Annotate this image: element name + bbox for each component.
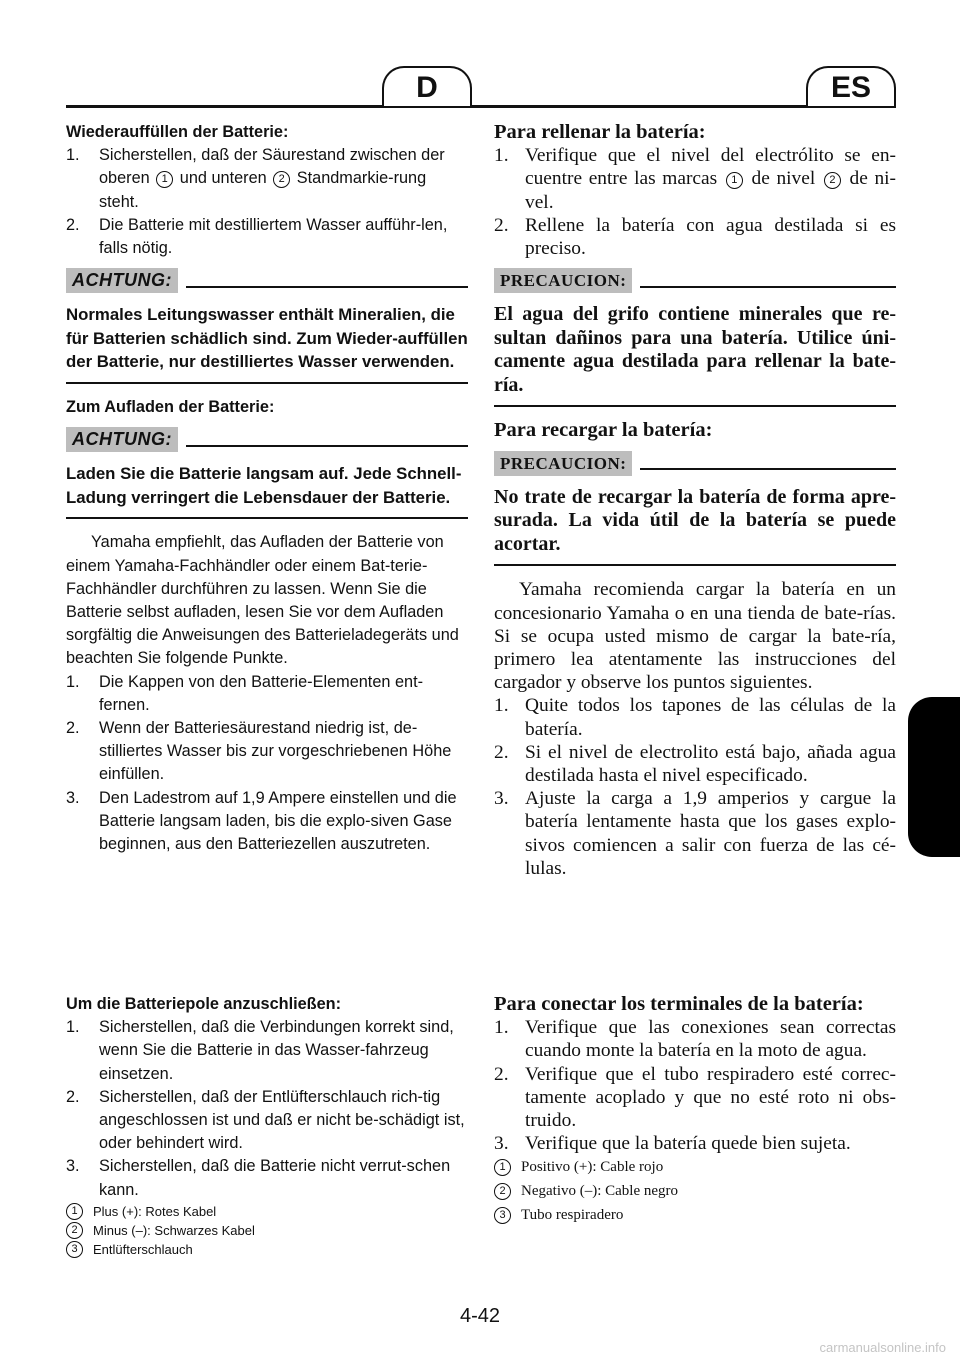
- charge-heading-es: Para recargar la batería:: [494, 419, 713, 442]
- refill-heading-de: Wiederauffüllen der Batterie:: [66, 123, 289, 141]
- caution-text: No trate de recargar la batería de forma apre-surada. La vida útil de la batería se puede acortar.: [494, 486, 896, 567]
- header-rule: [66, 105, 896, 108]
- legend-item: 3 Tubo respiradero: [494, 1203, 896, 1227]
- caution-text: Normales Leitungswasser enthält Mineralien, die für Batterien schädlich sind. Zum Wieder-auffüllen der Batterie, nur destilliertes Wasser verwenden.: [66, 303, 468, 384]
- caution-text: Laden Sie die Batterie langsam auf. Jede Schnell-Ladung verringert die Lebensdauer der Batterie.: [66, 462, 468, 519]
- list-item: 2. Wenn der Batteriesäurestand niedrig ist, de-stilliertes Wasser bis zur vorgeschriebenen Höhe einfüllen.: [66, 718, 452, 784]
- marker-2: 2: [824, 172, 841, 189]
- caution-text: El agua del grifo contiene minerales que re-sultan dañinos para una batería. Utilice úni-camente agua destilada para rellenar la bate-ría.: [494, 303, 896, 407]
- marker-1: 1: [66, 1203, 83, 1220]
- body-paragraph: Yamaha empfiehlt, das Aufladen der Batterie von einem Yamaha-Fachhändler oder einem Bat-terie-Fachhändler durchführen zu lassen. Wenn Sie die Batterie selbst aufladen, lesen Sie vor dem Aufladen sorgfältig die Anweisungen des Batterieladegeräts und beachten Sie folgende Punkte.: [66, 533, 459, 668]
- list-item: 1. Sicherstellen, daß die Verbindungen korrekt sind, wenn Sie die Batterie in das Wasser-fahrzeug einsetzen.: [66, 1018, 454, 1083]
- watermark: carmanualsonline.info: [819, 1340, 946, 1355]
- caution-label: ACHTUNG:: [66, 427, 178, 452]
- connect-heading-es: Para conectar los terminales de la batería:: [494, 993, 864, 1015]
- language-tab-de: D: [382, 66, 472, 106]
- caution-label: ACHTUNG:: [66, 268, 178, 293]
- caution-header: [66, 427, 468, 452]
- list-item: 1. Verifique que las conexiones sean correctas cuando monte la batería en la moto de agua.: [494, 1017, 896, 1062]
- marker-1: 1: [726, 172, 743, 189]
- refill-heading-es: Para rellenar la batería:: [494, 121, 706, 143]
- marker-1: 1: [156, 171, 173, 188]
- legend-item: 2 Minus (–): Schwarzes Kabel: [66, 1221, 468, 1240]
- list-item: 2. Si el nivel de electrolito está bajo, añada agua destilada hasta el nivel especificado.: [494, 741, 896, 786]
- legend-item: 1 Positivo (+): Cable rojo: [494, 1155, 896, 1179]
- language-tab-es: ES: [806, 66, 896, 106]
- list-item: 2. Rellene la batería con agua destilada si es preciso.: [494, 214, 896, 260]
- marker-2: 2: [273, 171, 290, 188]
- caution-label: PRECAUCION:: [494, 268, 632, 293]
- caution-header: [494, 451, 896, 476]
- marker-2: 2: [494, 1183, 511, 1200]
- legend-item: 3 Entlüfterschlauch: [66, 1240, 468, 1259]
- german-column-lower: [66, 993, 468, 1259]
- chapter-thumb-tab: [908, 697, 960, 857]
- german-column-upper: [66, 121, 468, 856]
- list-item: 1. Verifique que el nivel del electrólito se en-cuentre entre las marcas 1 de nivel 2 de ni-vel.: [494, 145, 897, 213]
- spanish-column-upper: [494, 121, 896, 880]
- list-item: 3. Sicherstellen, daß die Batterie nicht verrut-schen kann.: [66, 1157, 451, 1199]
- list-item: 2. Die Batterie mit destilliertem Wasser aufführ-len, falls nötig.: [66, 215, 448, 258]
- charge-heading-de: Zum Aufladen der Batterie:: [66, 397, 275, 416]
- list-item: 1. Quite todos los tapones de las células de la batería.: [494, 695, 896, 740]
- legend-item: 1 Plus (+): Rotes Kabel: [66, 1202, 468, 1221]
- list-item: 2. Sicherstellen, daß der Entlüfterschlauch rich-tig angeschlossen ist und daß er nicht be-schädigt ist, oder behindert wird.: [66, 1087, 465, 1153]
- list-item: 2. Verifique que el tubo respiradero esté correc-tamente acoplado y que no esté roto ni obs-truido.: [494, 1063, 896, 1132]
- list-item: 3. Ajuste la carga a 1,9 amperios y cargue la batería lentamente hasta que los gases explo-sivos comiencen a salir con fuerza de las cé-lulas.: [494, 788, 896, 879]
- marker-3: 3: [494, 1207, 511, 1224]
- body-paragraph: Yamaha recomienda cargar la batería en un concesionario Yamaha o en una tienda de bate-rías. Si se ocupa usted mismo de cargar la bate-ría, primero lea atentamente las instrucciones del cargador y observe los puntos siguientes.: [494, 579, 896, 694]
- connect-heading-de: Um die Batteriepole anzuschließen:: [66, 995, 342, 1013]
- marker-2: 2: [66, 1222, 83, 1239]
- list-item: 1. Sicherstellen, daß der Säurestand zwischen der oberen 1 und unteren 2 Standmarkie-rung steht.: [66, 146, 445, 211]
- legend-item: 2 Negativo (–): Cable negro: [494, 1179, 896, 1203]
- caution-header: [494, 268, 896, 293]
- marker-3: 3: [66, 1241, 83, 1258]
- list-item: 3. Den Ladestrom auf 1,9 Ampere einstellen und die Batterie langsam laden, bis die explo-siven Gase beginnen, aus den Batteriezellen auszutreten.: [66, 788, 457, 853]
- list-item: 3. Verifique que la batería quede bien sujeta.: [494, 1133, 851, 1155]
- list-item: 1. Die Kappen von den Batterie-Elementen ent-fernen.: [66, 672, 424, 714]
- page-number: 4-42: [459, 1305, 501, 1327]
- spanish-column-lower: [494, 993, 896, 1227]
- caution-header: [66, 268, 468, 293]
- caution-label: PRECAUCION:: [494, 451, 632, 476]
- marker-1: 1: [494, 1159, 511, 1176]
